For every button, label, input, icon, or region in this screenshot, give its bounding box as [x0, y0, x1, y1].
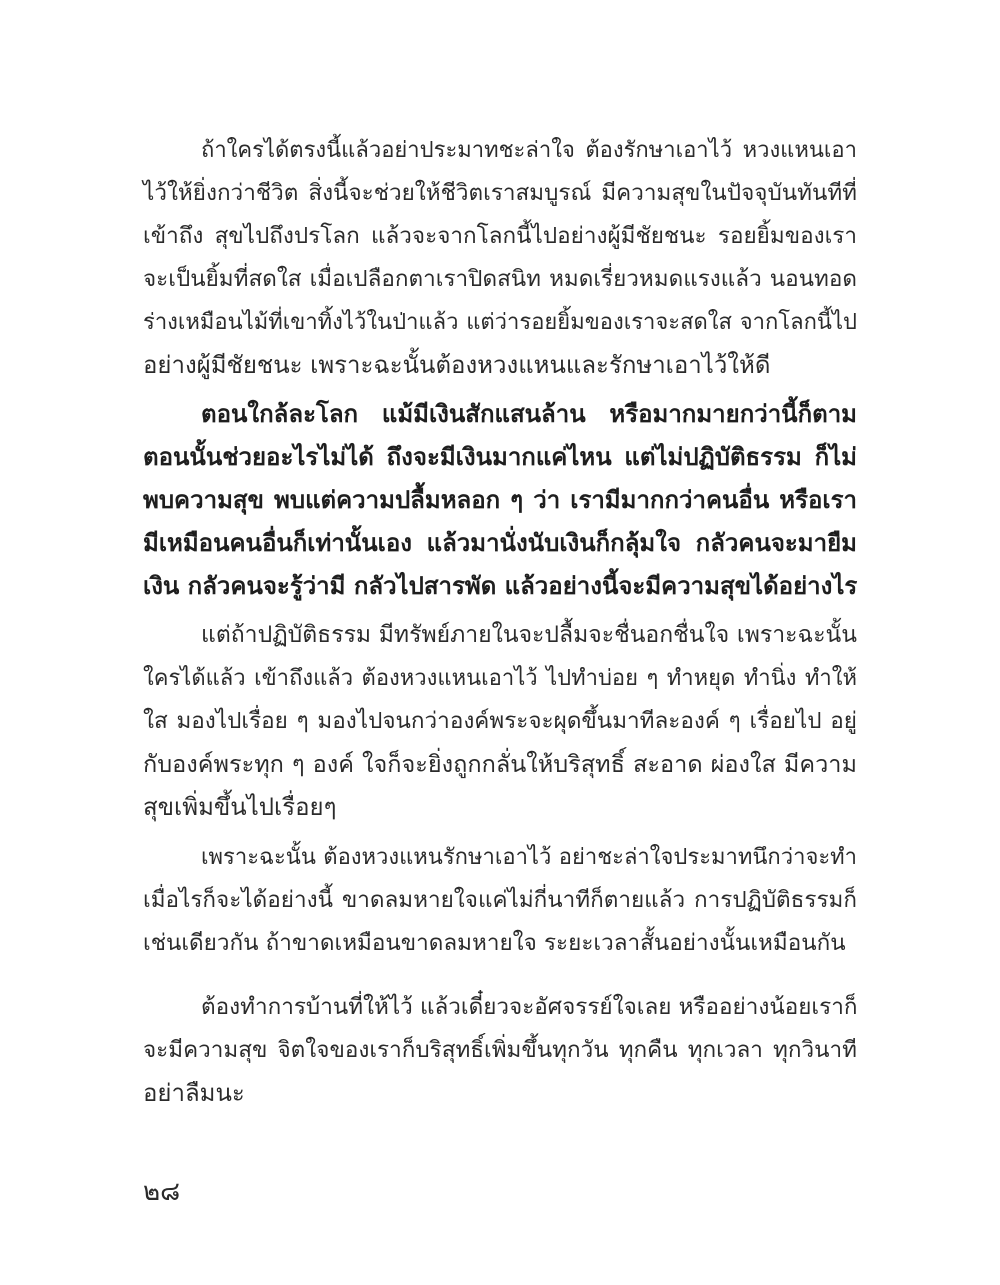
paragraph-4 — [143, 836, 857, 965]
paragraph-2-bold — [143, 392, 857, 607]
text-line: ร่างเหมือนไม้ที่เขาทิ้งไว้ในป่าแล้ว แต่ว่ารอยยิ้มของเราจะสดใส จากโลกนี้ไป — [143, 310, 857, 335]
text-line: อย่างผู้มีชัยชนะ เพราะฉะนั้นต้องหวงแหนและรักษาเอาไว้ให้ดี — [143, 351, 771, 379]
text-line: สุขเพิ่มขึ้นไปเรื่อยๆ — [143, 793, 337, 821]
text-line: ใครได้แล้ว เข้าถึงแล้ว ต้องหวงแหนเอาไว้ ไปทำบ่อย ๆ ทำหยุด ทำนิ่ง ทำให้ — [143, 666, 857, 691]
text-line: มีเหมือนคนอื่นก็เท่านั้นเอง แล้วมานั่งนับเงินก็กลุ้มใจ กลัวคนจะมายืม — [143, 528, 857, 557]
paragraph-3 — [143, 614, 857, 829]
paragraph-1 — [143, 129, 857, 387]
text-line: อย่าลืมนะ — [143, 1079, 245, 1107]
text-line: ใส มองไปเรื่อย ๆ มองไปจนกว่าองค์พระจะผุดขึ้นมาทีละองค์ ๆ เรื่อยไป อยู่ — [143, 708, 857, 734]
text-line: พบความสุข พบแต่ความปลื้มหลอก ๆ ว่า เรามีมากกว่าคนอื่น หรือเรา — [143, 485, 857, 514]
text-line: เพราะฉะนั้น ต้องหวงแหนรักษาเอาไว้ อย่าชะล่าใจประมาทนึกว่าจะทำ — [201, 845, 857, 870]
text-line: แต่ถ้าปฏิบัติธรรม มีทรัพย์ภายในจะปลื้มจะชื่นอกชื่นใจ เพราะฉะนั้น — [201, 622, 857, 648]
text-line: จะมีความสุข จิตใจของเราก็บริสุทธิ์เพิ่มขึ้นทุกวัน ทุกคืน ทุกเวลา ทุกวินาที — [143, 1037, 857, 1063]
text-line: เมื่อไรก็จะได้อย่างนี้ ขาดลมหายใจแค่ไม่กี่นาทีก็ตายแล้ว การปฏิบัติธรรมก็ — [143, 887, 857, 913]
page-number: ๒๘ — [143, 1177, 181, 1207]
text-line: ตอนใกล้ละโลก แม้มีเงินสักแสนล้าน หรือมากมายกว่านี้ก็ตาม — [201, 399, 857, 428]
text-line: เข้าถึง สุขไปถึงปรโลก แล้วจะจากโลกนี้ไปอย่างผู้มีชัยชนะ รอยยิ้มของเรา — [143, 223, 857, 249]
text-line: ต้องทำการบ้านที่ให้ไว้ แล้วเดี๋ยวจะอัศจรรย์ใจเลย หรืออย่างน้อยเราก็ — [201, 994, 858, 1020]
paragraph-5 — [143, 986, 857, 1115]
text-line: จะเป็นยิ้มที่สดใส เมื่อเปลือกตาเราปิดสนิท หมดเรี่ยวหมดแรงแล้ว นอนทอด — [143, 266, 857, 292]
text-line: กับองค์พระทุก ๆ องค์ ใจก็จะยิ่งถูกกลั่นให้บริสุทธิ์ สะอาด ผ่องใส มีความ — [143, 750, 857, 778]
text-line: เงิน กลัวคนจะรู้ว่ามี กลัวไปสารพัด แล้วอย่างนี้จะมีความสุขได้อย่างไร — [143, 571, 858, 600]
text-line: ตอนนั้นช่วยอะไรไม่ได้ ถึงจะมีเงินมากแค่ไหน แต่ไม่ปฏิบัติธรรม ก็ไม่ — [143, 442, 857, 471]
text-line: ถ้าใครได้ตรงนี้แล้วอย่าประมาทชะล่าใจ ต้องรักษาเอาไว้ หวงแหนเอา — [201, 138, 857, 163]
text-line: ไว้ให้ยิ่งกว่าชีวิต สิ่งนี้จะช่วยให้ชีวิตเราสมบูรณ์ มีความสุขในปัจจุบันทันทีที่ — [143, 180, 857, 206]
text-line: เช่นเดียวกัน ถ้าขาดเหมือนขาดลมหายใจ ระยะเวลาสั้นอย่างนั้นเหมือนกัน — [143, 930, 846, 956]
